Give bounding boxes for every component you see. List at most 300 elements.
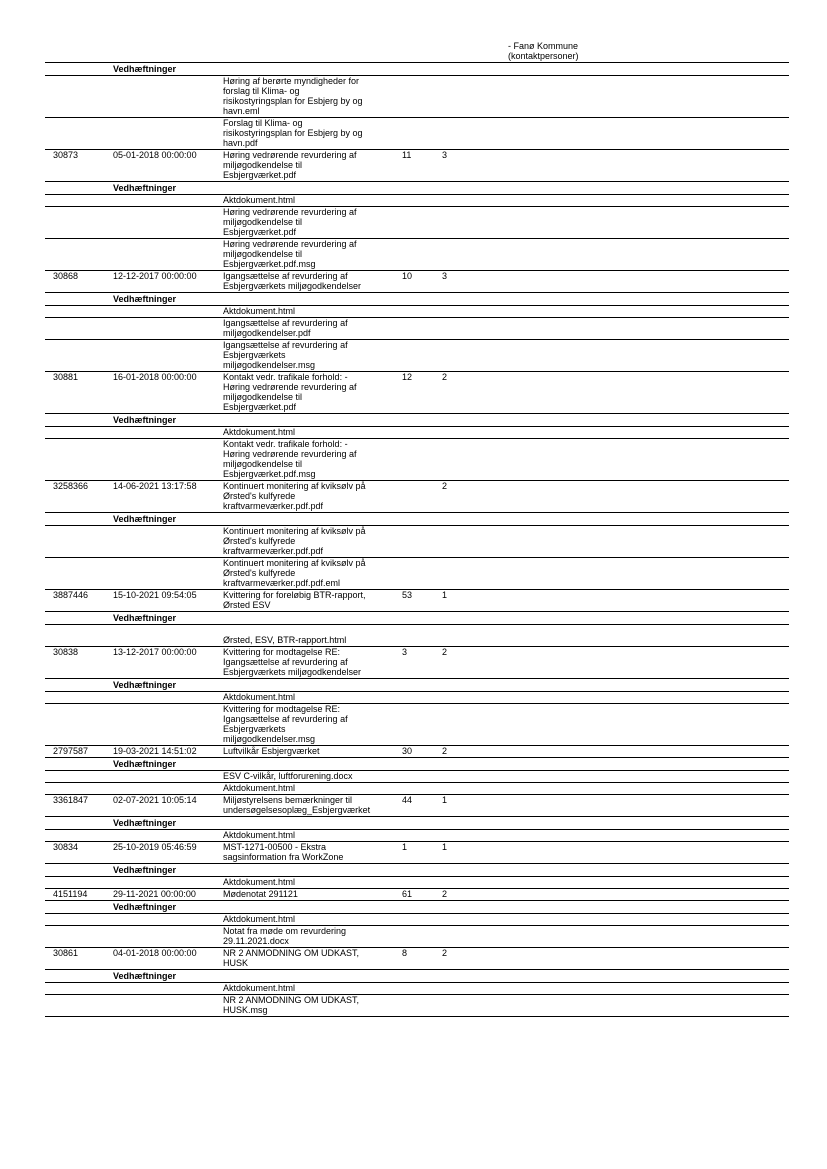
empty-cell <box>45 971 113 981</box>
document-row <box>45 948 789 970</box>
empty-cell <box>442 64 472 74</box>
document-count: 2 <box>442 746 448 756</box>
attachment-row <box>45 239 789 271</box>
empty-cell <box>45 613 113 623</box>
document-id: 30838 <box>53 647 79 657</box>
empty-cell <box>442 692 472 702</box>
empty-cell <box>472 983 789 993</box>
attachment-filename: Aktdokument.html <box>223 830 296 840</box>
document-count: 3 <box>442 150 448 160</box>
empty-cell <box>113 427 223 437</box>
empty-cell <box>472 783 789 793</box>
document-title: Kontinuert monitering af kviksølv på Ørsted's kulfyrede kraftvarmeværker.pdf.pdf <box>223 481 366 511</box>
document-number <box>402 481 442 511</box>
attachment-filename: NR 2 ANMODNING OM UDKAST, HUSK.msg <box>223 995 360 1015</box>
document-date: 16-01-2018 00:00:00 <box>113 372 197 382</box>
empty-cell <box>472 902 789 912</box>
attachments-heading-row <box>45 864 789 877</box>
empty-cell <box>442 926 472 946</box>
attachment-filename: Aktdokument.html <box>223 306 296 316</box>
previous-entry-continuation <box>508 41 579 61</box>
attachment-row <box>45 207 789 239</box>
document-row <box>45 746 789 758</box>
document-date: 19-03-2021 14:51:02 <box>113 746 197 756</box>
empty-cell <box>45 692 113 702</box>
empty-cell <box>45 983 113 993</box>
document-date: 29-11-2021 00:00:00 <box>113 889 196 899</box>
attachment-filename: Høring vedrørende revurdering af miljøgodkendelse til Esbjergværket.pdf <box>223 207 357 237</box>
empty-cell <box>45 625 113 645</box>
empty-cell <box>402 830 442 840</box>
empty-cell <box>45 294 113 304</box>
attachment-row <box>45 926 789 948</box>
document-extra <box>472 889 789 899</box>
empty-cell <box>45 902 113 912</box>
attachments-heading-row <box>45 612 789 625</box>
empty-cell <box>442 183 472 193</box>
empty-cell <box>442 983 472 993</box>
document-id: 3887446 <box>53 590 89 600</box>
document-count: 2 <box>442 372 448 382</box>
empty-cell <box>113 76 223 116</box>
empty-cell <box>402 914 442 924</box>
document-title: Kontakt vedr. trafikale forhold: - Høring vedrørende revurdering af miljøgodkendelse til Esbjergværket.pdf <box>223 372 357 412</box>
empty-cell <box>45 195 113 205</box>
attachment-filename: Kontinuert monitering af kviksølv på Ørsted's kulfyrede kraftvarmeværker.pdf.pdf <box>223 526 366 556</box>
document-id: 30868 <box>53 271 79 281</box>
attachments-heading: Vedhæftninger <box>113 680 177 690</box>
empty-cell <box>442 818 472 828</box>
empty-cell <box>402 558 442 588</box>
empty-cell <box>113 118 223 148</box>
empty-cell <box>472 830 789 840</box>
empty-cell <box>402 207 442 237</box>
empty-cell <box>223 294 402 304</box>
document-count: 2 <box>442 647 448 657</box>
empty-cell <box>113 914 223 924</box>
document-row <box>45 271 789 293</box>
empty-cell <box>442 239 472 269</box>
empty-cell <box>402 514 442 524</box>
empty-cell <box>45 239 113 269</box>
recipient-line: - Fanø Kommune <box>508 41 579 51</box>
empty-cell <box>45 783 113 793</box>
attachment-row <box>45 118 789 150</box>
document-count: 2 <box>442 948 448 958</box>
empty-cell <box>45 415 113 425</box>
empty-cell <box>45 877 113 887</box>
empty-cell <box>45 558 113 588</box>
empty-cell <box>472 613 789 623</box>
document-date: 05-01-2018 00:00:00 <box>113 150 197 160</box>
document-journal-table <box>45 62 789 1017</box>
document-row <box>45 647 789 679</box>
attachment-row <box>45 427 789 439</box>
empty-cell <box>472 415 789 425</box>
empty-cell <box>472 439 789 479</box>
empty-cell <box>45 118 113 148</box>
document-row <box>45 590 789 612</box>
empty-cell <box>402 526 442 556</box>
attachment-filename: Forslag til Klima- og risikostyringsplan for Esbjerg by og havn.pdf <box>223 118 363 148</box>
attachment-row <box>45 526 789 558</box>
empty-cell <box>472 340 789 370</box>
attachment-row <box>45 76 789 118</box>
empty-cell <box>472 318 789 338</box>
document-extra <box>472 948 789 968</box>
empty-cell <box>402 439 442 479</box>
attachments-heading-row <box>45 182 789 195</box>
empty-cell <box>45 526 113 556</box>
empty-cell <box>472 306 789 316</box>
attachment-row <box>45 783 789 795</box>
attachment-filename: Aktdokument.html <box>223 983 296 993</box>
empty-cell <box>442 526 472 556</box>
document-number: 11 <box>402 150 412 160</box>
empty-cell <box>45 439 113 479</box>
empty-cell <box>472 195 789 205</box>
empty-cell <box>472 995 789 1015</box>
empty-cell <box>442 415 472 425</box>
empty-cell <box>472 704 789 744</box>
empty-cell <box>442 613 472 623</box>
empty-cell <box>113 983 223 993</box>
document-id: 30881 <box>53 372 79 382</box>
empty-cell <box>472 64 789 74</box>
empty-cell <box>45 771 113 781</box>
empty-cell <box>442 514 472 524</box>
empty-cell <box>113 783 223 793</box>
document-number: 1 <box>402 842 408 852</box>
empty-cell <box>45 306 113 316</box>
document-title: Miljøstyrelsens bemærkninger til undersøgelsesoplæg_Esbjergværket <box>223 795 371 815</box>
document-title: NR 2 ANMODNING OM UDKAST, HUSK <box>223 948 360 968</box>
empty-cell <box>472 877 789 887</box>
empty-cell <box>113 995 223 1015</box>
empty-cell <box>472 680 789 690</box>
document-id: 30834 <box>53 842 79 852</box>
attachments-heading: Vedhæftninger <box>113 613 177 623</box>
attachment-filename: Aktdokument.html <box>223 195 296 205</box>
empty-cell <box>402 64 442 74</box>
document-row <box>45 795 789 817</box>
empty-cell <box>402 877 442 887</box>
empty-cell <box>402 625 442 645</box>
document-date: 15-10-2021 09:54:05 <box>113 590 197 600</box>
empty-cell <box>402 865 442 875</box>
document-extra <box>472 150 789 180</box>
attachment-row <box>45 877 789 889</box>
empty-cell <box>45 704 113 744</box>
empty-cell <box>442 294 472 304</box>
empty-cell <box>45 76 113 116</box>
empty-cell <box>402 680 442 690</box>
empty-cell <box>472 926 789 946</box>
attachments-heading: Vedhæftninger <box>113 183 177 193</box>
attachment-filename: Aktdokument.html <box>223 427 296 437</box>
empty-cell <box>113 207 223 237</box>
attachment-filename: Ørsted, ESV, BTR-rapport.html <box>223 635 347 645</box>
attachment-row <box>45 995 789 1017</box>
attachment-filename: Igangsættelse af revurdering af Esbjergværkets miljøgodkendelser.msg <box>223 340 348 370</box>
document-date: 13-12-2017 00:00:00 <box>113 647 197 657</box>
attachment-row <box>45 625 789 647</box>
attachment-filename: Kvittering for modtagelse RE: Igangsættelse af revurdering af Esbjergværkets miljøgodkendelser.msg <box>223 704 348 744</box>
document-extra <box>472 481 789 511</box>
document-title: Luftvilkår Esbjergværket <box>223 746 320 756</box>
document-date: 02-07-2021 10:05:14 <box>113 795 197 805</box>
document-row <box>45 150 789 182</box>
attachments-heading-row <box>45 513 789 526</box>
empty-cell <box>472 183 789 193</box>
document-id: 3258366 <box>53 481 89 491</box>
attachments-heading: Vedhæftninger <box>113 415 177 425</box>
recipient-note: (kontaktpersoner) <box>508 51 579 61</box>
attachment-row <box>45 340 789 372</box>
empty-cell <box>45 818 113 828</box>
attachment-row <box>45 983 789 995</box>
empty-cell <box>472 427 789 437</box>
attachment-filename: Igangsættelse af revurdering af miljøgodkendelser.pdf <box>223 318 348 338</box>
empty-cell <box>402 613 442 623</box>
empty-cell <box>442 865 472 875</box>
empty-cell <box>402 983 442 993</box>
empty-cell <box>113 692 223 702</box>
empty-cell <box>113 195 223 205</box>
empty-cell <box>442 625 472 645</box>
empty-cell <box>442 76 472 116</box>
empty-cell <box>45 830 113 840</box>
empty-cell <box>402 318 442 338</box>
empty-cell <box>442 427 472 437</box>
attachment-filename: Aktdokument.html <box>223 914 296 924</box>
empty-cell <box>442 318 472 338</box>
empty-cell <box>113 625 223 645</box>
document-id: 30861 <box>53 948 79 958</box>
empty-cell <box>472 558 789 588</box>
empty-cell <box>223 971 402 981</box>
empty-cell <box>402 818 442 828</box>
empty-cell <box>402 783 442 793</box>
document-extra <box>472 842 789 862</box>
attachments-heading-row <box>45 970 789 983</box>
attachments-heading-row <box>45 63 789 76</box>
document-count: 3 <box>442 271 448 281</box>
empty-cell <box>45 64 113 74</box>
document-title: Kvittering for foreløbig BTR-rapport, Ørsted ESV <box>223 590 366 610</box>
attachments-heading: Vedhæftninger <box>113 294 177 304</box>
attachments-heading: Vedhæftninger <box>113 865 177 875</box>
attachments-heading: Vedhæftninger <box>113 64 177 74</box>
attachment-row <box>45 195 789 207</box>
document-id: 2797587 <box>53 746 89 756</box>
empty-cell <box>472 207 789 237</box>
empty-cell <box>442 971 472 981</box>
document-number: 30 <box>402 746 413 756</box>
document-extra <box>472 372 789 412</box>
empty-cell <box>402 183 442 193</box>
empty-cell <box>472 759 789 769</box>
document-count: 2 <box>442 481 448 491</box>
document-extra <box>472 647 789 677</box>
document-title: Kvittering for modtagelse RE: Igangsættelse af revurdering af Esbjergværkets miljøgodkendelser <box>223 647 362 677</box>
empty-cell <box>442 830 472 840</box>
attachments-heading: Vedhæftninger <box>113 818 177 828</box>
empty-cell <box>472 818 789 828</box>
empty-cell <box>223 64 402 74</box>
empty-cell <box>113 558 223 588</box>
empty-cell <box>472 514 789 524</box>
attachment-row <box>45 439 789 481</box>
empty-cell <box>402 902 442 912</box>
empty-cell <box>402 294 442 304</box>
empty-cell <box>113 306 223 316</box>
empty-cell <box>402 195 442 205</box>
empty-cell <box>442 207 472 237</box>
attachment-filename: Høring vedrørende revurdering af miljøgodkendelse til Esbjergværket.pdf.msg <box>223 239 357 269</box>
empty-cell <box>45 207 113 237</box>
document-count: 1 <box>442 842 448 852</box>
document-number: 8 <box>402 948 408 958</box>
document-extra <box>472 746 789 756</box>
attachments-heading: Vedhæftninger <box>113 759 177 769</box>
empty-cell <box>402 995 442 1015</box>
empty-cell <box>113 239 223 269</box>
empty-cell <box>442 558 472 588</box>
attachment-filename: Aktdokument.html <box>223 877 296 887</box>
document-count: 1 <box>442 795 448 805</box>
document-date: 14-06-2021 13:17:58 <box>113 481 197 491</box>
empty-cell <box>442 877 472 887</box>
empty-cell <box>402 340 442 370</box>
attachment-filename: Notat fra møde om revurdering 29.11.2021.docx <box>223 926 347 946</box>
empty-cell <box>45 914 113 924</box>
empty-cell <box>402 771 442 781</box>
attachment-row <box>45 692 789 704</box>
empty-cell <box>223 613 402 623</box>
document-title: Mødenotat 291121 <box>223 889 298 899</box>
empty-cell <box>442 902 472 912</box>
empty-cell <box>45 318 113 338</box>
document-date: 04-01-2018 00:00:00 <box>113 948 197 958</box>
document-date: 12-12-2017 00:00:00 <box>113 271 197 281</box>
empty-cell <box>113 830 223 840</box>
empty-cell <box>402 239 442 269</box>
empty-cell <box>442 306 472 316</box>
empty-cell <box>223 415 402 425</box>
document-title: Igangsættelse af revurdering af Esbjergværkets miljøgodkendelser <box>223 271 362 291</box>
empty-cell <box>472 625 789 645</box>
empty-cell <box>402 306 442 316</box>
document-extra <box>472 271 789 291</box>
empty-cell <box>113 318 223 338</box>
document-id: 3361847 <box>53 795 89 805</box>
document-date: 25-10-2019 05:46:59 <box>113 842 197 852</box>
empty-cell <box>442 783 472 793</box>
document-number: 44 <box>402 795 413 805</box>
attachment-filename: ESV C-vilkår, luftforurening.docx <box>223 771 353 781</box>
document-row <box>45 889 789 901</box>
attachments-heading: Vedhæftninger <box>113 902 177 912</box>
empty-cell <box>472 914 789 924</box>
empty-cell <box>402 704 442 744</box>
empty-cell <box>472 526 789 556</box>
empty-cell <box>472 865 789 875</box>
empty-cell <box>442 195 472 205</box>
empty-cell <box>402 759 442 769</box>
empty-cell <box>45 514 113 524</box>
empty-cell <box>472 118 789 148</box>
attachment-filename: Høring af berørte myndigheder for forslag til Klima- og risikostyringsplan for Esbjerg by og havn.eml <box>223 76 363 116</box>
document-extra <box>472 795 789 815</box>
attachment-row <box>45 318 789 340</box>
attachment-row <box>45 306 789 318</box>
empty-cell <box>223 680 402 690</box>
empty-cell <box>45 926 113 946</box>
empty-cell <box>223 865 402 875</box>
empty-cell <box>223 183 402 193</box>
attachment-row <box>45 914 789 926</box>
document-count: 1 <box>442 590 448 600</box>
attachments-heading: Vedhæftninger <box>113 971 177 981</box>
attachments-heading-row <box>45 901 789 914</box>
empty-cell <box>472 771 789 781</box>
empty-cell <box>402 118 442 148</box>
empty-cell <box>45 995 113 1015</box>
empty-cell <box>45 680 113 690</box>
document-id: 30873 <box>53 150 79 160</box>
document-row <box>45 481 789 513</box>
empty-cell <box>113 926 223 946</box>
attachments-heading-row <box>45 817 789 830</box>
document-extra <box>472 590 789 610</box>
empty-cell <box>45 183 113 193</box>
attachment-row <box>45 558 789 590</box>
empty-cell <box>472 971 789 981</box>
attachments-heading-row <box>45 293 789 306</box>
document-number: 53 <box>402 590 413 600</box>
document-number: 3 <box>402 647 408 657</box>
empty-cell <box>113 704 223 744</box>
empty-cell <box>442 914 472 924</box>
document-row <box>45 372 789 414</box>
document-id: 4151194 <box>53 889 88 899</box>
document-count: 2 <box>442 889 448 899</box>
empty-cell <box>402 415 442 425</box>
empty-cell <box>442 704 472 744</box>
attachment-row <box>45 704 789 746</box>
empty-cell <box>45 865 113 875</box>
document-title: MST-1271-00500 - Ekstra sagsinformation fra WorkZone <box>223 842 344 862</box>
empty-cell <box>472 692 789 702</box>
empty-cell <box>442 680 472 690</box>
empty-cell <box>472 76 789 116</box>
attachment-filename: Aktdokument.html <box>223 692 296 702</box>
empty-cell <box>223 759 402 769</box>
empty-cell <box>472 294 789 304</box>
attachment-filename: Kontakt vedr. trafikale forhold: - Høring vedrørende revurdering af miljøgodkendelse til Esbjergværket.pdf.msg <box>223 439 357 479</box>
empty-cell <box>442 340 472 370</box>
attachments-heading-row <box>45 414 789 427</box>
empty-cell <box>113 877 223 887</box>
empty-cell <box>402 692 442 702</box>
empty-cell <box>402 76 442 116</box>
empty-cell <box>472 239 789 269</box>
empty-cell <box>45 759 113 769</box>
empty-cell <box>45 427 113 437</box>
attachments-heading: Vedhæftninger <box>113 514 177 524</box>
empty-cell <box>113 439 223 479</box>
